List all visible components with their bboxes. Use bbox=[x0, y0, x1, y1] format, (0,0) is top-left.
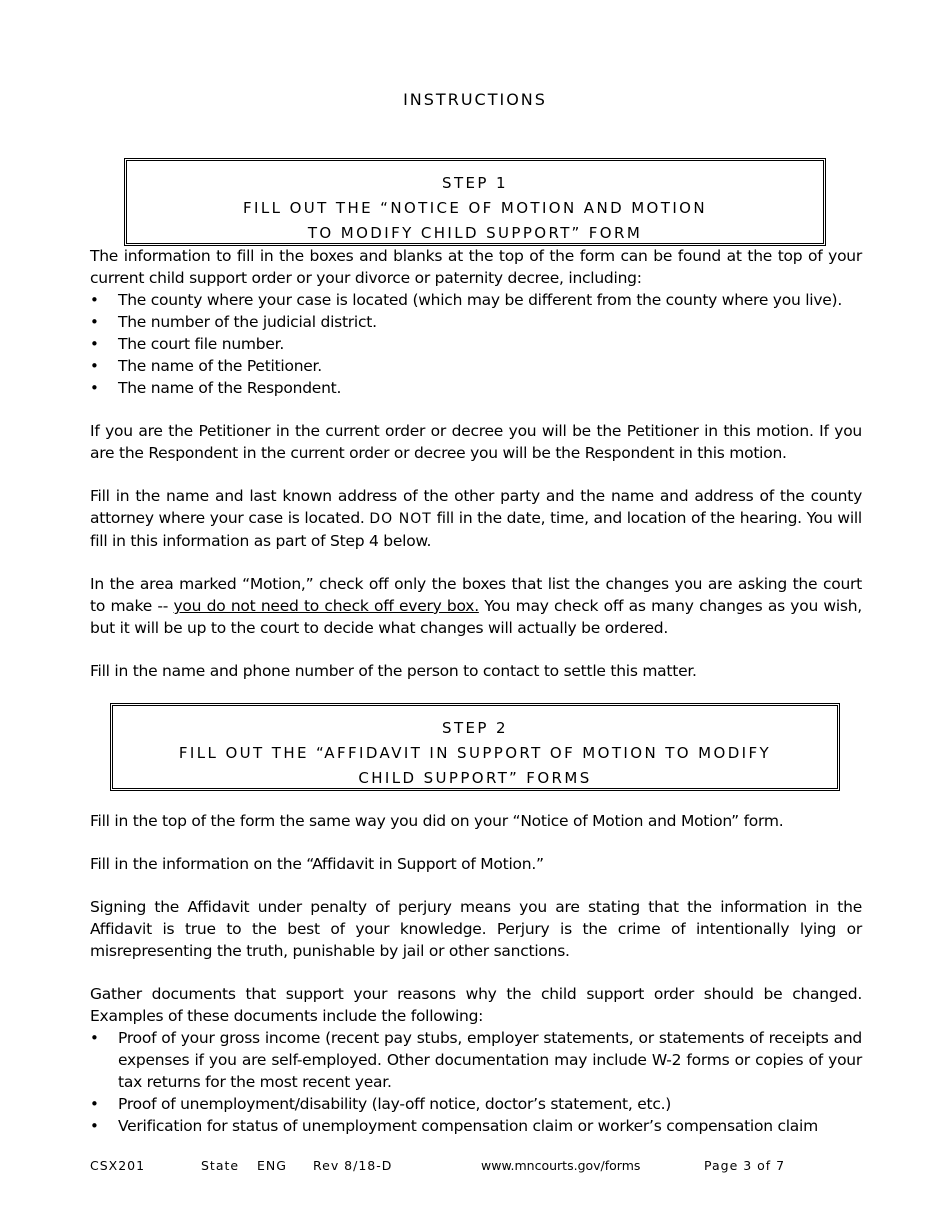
list-item: • Proof of unemployment/disability (lay-off notice, doctor’s statement, etc.) bbox=[90, 1093, 862, 1115]
footer-language: ENG bbox=[257, 1158, 287, 1173]
step2-bullet-list bbox=[90, 1027, 862, 1137]
gather-documents-paragraph: Gather documents that support your reasons why the child support order should be changed. Examples of these documents include the following: bbox=[90, 985, 862, 1025]
motion-text-b: You may check off as many changes as you wish, but it will be up to the court to decide what changes will actually be ordered. bbox=[90, 597, 862, 637]
list-item: • The number of the judicial district. bbox=[90, 311, 862, 333]
footer-form-id: CSX201 bbox=[90, 1158, 146, 1173]
step2-header-box bbox=[110, 703, 840, 791]
step2-title-line2: CHILD SUPPORT” FORMS bbox=[358, 769, 592, 787]
motion-underlined-text: you do not need to check off every box. bbox=[173, 597, 479, 615]
footer-jurisdiction: State bbox=[201, 1158, 240, 1173]
step1-title-line2: TO MODIFY CHILD SUPPORT” FORM bbox=[307, 224, 643, 242]
footer-url: www.mncourts.gov/forms bbox=[481, 1158, 641, 1173]
list-item: • The name of the Petitioner. bbox=[90, 355, 862, 377]
motion-text-a: In the area marked “Motion,” check off only the boxes that list the changes you are asking the court to make -- bbox=[90, 575, 862, 615]
list-item: • The name of the Respondent. bbox=[90, 377, 862, 399]
affidavit-info-paragraph: Fill in the information on the “Affidavit in Support of Motion.” bbox=[90, 855, 544, 873]
footer-page-number: Page 3 of 7 bbox=[704, 1158, 786, 1173]
address-paragraph bbox=[90, 485, 862, 552]
address-text-b: fill in the date, time, and location of the hearing. You will fill in this information as part of Step 4 below. bbox=[90, 509, 862, 550]
footer-revision: Rev 8/18-D bbox=[313, 1158, 393, 1173]
contact-paragraph: Fill in the name and phone number of the person to contact to settle this matter. bbox=[90, 662, 697, 680]
list-item: • The county where your case is located (which may be different from the county where you live). bbox=[90, 289, 862, 311]
do-not-emphasis: DO NOT bbox=[369, 511, 432, 527]
step2-title-line1: FILL OUT THE “AFFIDAVIT IN SUPPORT OF MOTION TO MODIFY bbox=[178, 744, 772, 762]
address-text-a: Fill in the name and last known address of the other party and the name and address of the county attorney where your case is located. bbox=[90, 487, 862, 527]
list-item: • The court file number. bbox=[90, 333, 862, 355]
petitioner-paragraph: If you are the Petitioner in the current order or decree you will be the Petitioner in this motion. If you are the Respondent in the current order or decree you will be the Respondent in this motion. bbox=[90, 422, 862, 462]
top-of-form-paragraph: Fill in the top of the form the same way you did on your “Notice of Motion and Motion” form. bbox=[90, 812, 784, 830]
step1-header-box bbox=[124, 158, 826, 246]
step1-intro: The information to fill in the boxes and blanks at the top of the form can be found at the top of your current child support order or your divorce or paternity decree, including: bbox=[90, 247, 862, 287]
signing-paragraph: Signing the Affidavit under penalty of perjury means you are stating that the information in the Affidavit is true to the best of your knowledge. Perjury is the crime of intentionally lying or misrepresenting the truth, punishable by jail or other sanctions. bbox=[90, 898, 862, 960]
step1-number: STEP 1 bbox=[442, 174, 508, 192]
step1-title-line1: FILL OUT THE “NOTICE OF MOTION AND MOTION bbox=[243, 199, 707, 217]
page-title: INSTRUCTIONS bbox=[403, 90, 547, 109]
step2-number: STEP 2 bbox=[442, 719, 508, 737]
step1-bullet-list bbox=[90, 289, 862, 399]
motion-paragraph bbox=[90, 573, 862, 639]
step1-instructions bbox=[90, 245, 862, 682]
list-item: • Proof of your gross income (recent pay stubs, employer statements, or statements of receipts and expenses if you are self-employed. Other documentation may include W-2 forms or copies of your tax returns for the most recent year. bbox=[90, 1027, 862, 1093]
list-item: • Verification for status of unemployment compensation claim or worker’s compensation claim bbox=[90, 1115, 862, 1137]
step2-instructions bbox=[90, 810, 862, 1137]
